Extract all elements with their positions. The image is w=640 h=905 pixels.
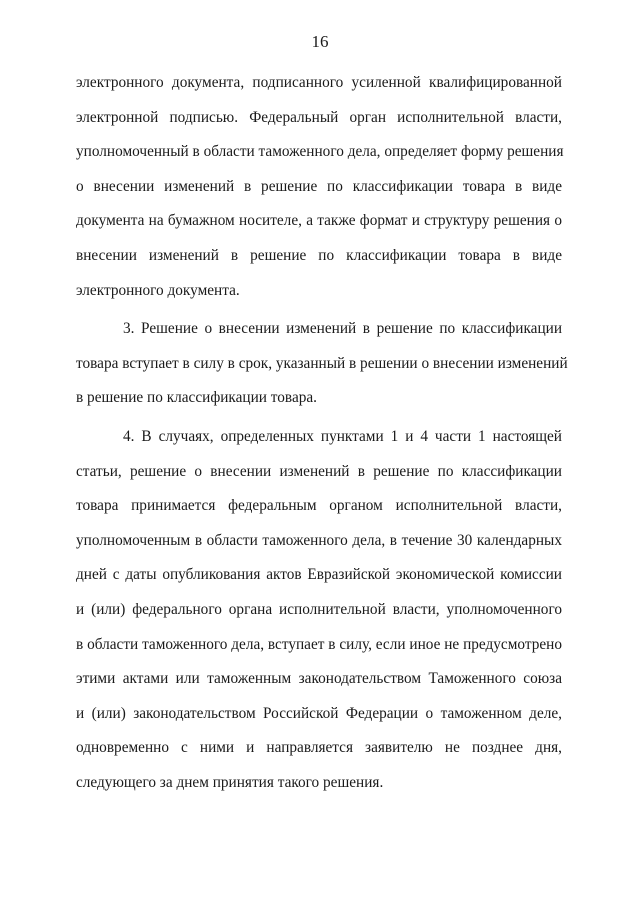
- text-line: электронного документа.: [76, 281, 240, 299]
- paragraph-continuation: [76, 66, 562, 308]
- text-line: электронной подписью. Федеральный орган исполнительной власти,: [76, 108, 562, 126]
- text-line: в решение по классификации товара.: [76, 389, 317, 407]
- text-line: внесении изменений в решение по классификации товара в виде: [76, 246, 562, 264]
- text-line: 4. В случаях, определенных пунктами 1 и 4 части 1 настоящей: [123, 427, 562, 445]
- text-line: уполномоченным в области таможенного дела, в течение 30 календарных: [76, 531, 562, 549]
- page-number: 16: [311, 32, 329, 51]
- text-line: в области таможенного дела, вступает в силу, если иное не предусмотрено: [76, 635, 562, 653]
- text-line: товара принимается федеральным органом исполнительной власти,: [76, 497, 562, 515]
- paragraph-item-4: [76, 420, 562, 801]
- text-line: уполномоченный в области таможенного дела, определяет форму решения: [76, 143, 564, 161]
- text-line: о внесении изменений в решение по классификации товара в виде: [76, 177, 562, 195]
- text-line: 3. Решение о внесении изменений в решение по классификации: [123, 320, 562, 338]
- document-body: [76, 66, 568, 800]
- text-line: следующего за днем принятия такого решения.: [76, 773, 384, 791]
- text-line: и (или) федерального органа исполнительной власти, уполномоченного: [76, 600, 562, 618]
- text-line: дней с даты опубликования актов Евразийской экономической комиссии: [76, 566, 562, 584]
- text-line: документа на бумажном носителе, а также формат и структуру решения о: [76, 212, 562, 230]
- paragraph-item-3: [76, 312, 568, 416]
- text-line: товара вступает в силу в срок, указанный в решении о внесении изменений: [76, 354, 568, 372]
- text-line: этими актами или таможенным законодательством Таможенного союза: [76, 670, 562, 688]
- text-line: электронного документа, подписанного усиленной квалифицированной: [76, 74, 562, 91]
- text-line: и (или) законодательством Российской Федерации о таможенном деле,: [76, 704, 562, 722]
- text-line: одновременно с ними и направляется заявителю не позднее дня,: [76, 739, 562, 757]
- text-line: статьи, решение о внесении изменений в решение по классификации: [76, 462, 562, 480]
